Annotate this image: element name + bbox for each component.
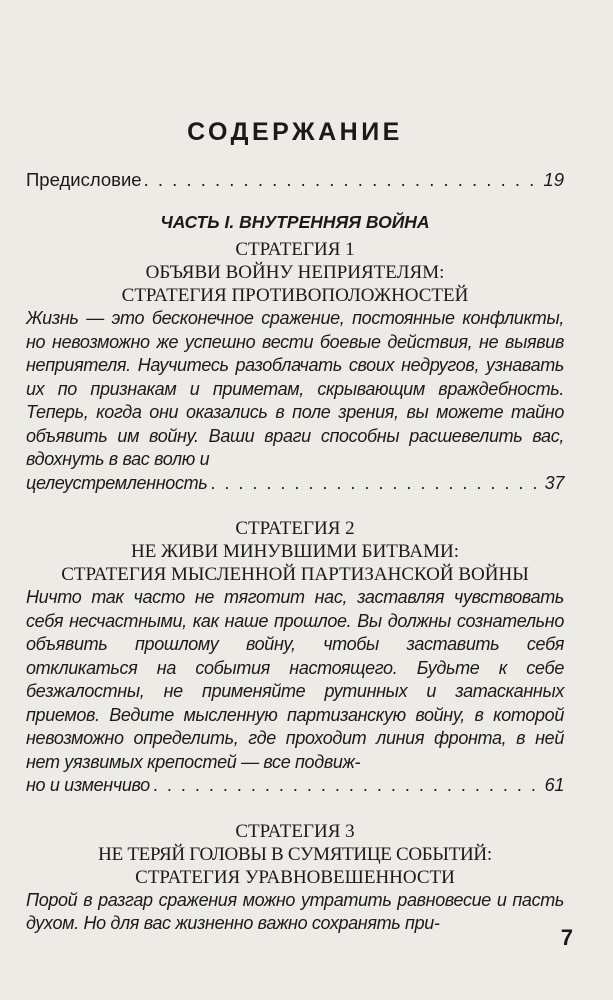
description-text: Жизнь — это бесконечное сражение, постоянные конфликты, но невозможно же успешно вести боевые действия, не выявив неприятеля. Научитесь разоблачать своих недругов, узнавать их по признакам и приметам, скрывающим враждебность. Теперь, когда они оказались в поле зрения, вы можете тайно объявить им войну. Ваши враги способны расшевелить вас, вдохнуть в вас волю и <box>26 308 564 469</box>
contents-page <box>26 118 564 936</box>
strategy-description: Порой в разгар сражения можно утратить равновесие и пасть духом. Но для вас жизненно важно сохранять при- <box>26 889 564 933</box>
strategy-heading: СТРАТЕГИЯ 1 <box>235 239 355 260</box>
strategy-block[interactable] <box>26 517 564 798</box>
strategy-description <box>26 307 564 495</box>
description-last-line <box>26 774 564 798</box>
toc-entry-label: Предисловие <box>26 169 142 190</box>
dot-leader <box>144 167 542 193</box>
strategy-heading: СТРАТЕГИЯ 3 <box>235 820 355 842</box>
strategy-name: СТРАТЕГИЯ МЫСЛЕННОЙ ПАРТИЗАНСКОЙ ВОЙНЫ <box>61 564 529 585</box>
description-end: но и изменчиво <box>26 775 150 795</box>
part-title: ЧАСТЬ I. ВНУТРЕННЯЯ ВОЙНА <box>160 212 430 232</box>
description-text: Ничто так часто не тяготит нас, заставляя чувствовать себя несчастными, как наше прошлое. Вы должны сознательно объявить прошлому войну, чтобы заставить себя откликаться на события настоящего. Будьте к себе безжалостны, не применяйте рутинных и затасканных приемов. Ведите мысленную партизанскую войну, в которой невозможно определить, где проходит линия фронта, в ней нет уязвимых крепостей — все подвиж- <box>26 587 564 772</box>
toc-entry-page: 19 <box>543 169 564 190</box>
strategy-name: СТРАТЕГИЯ УРАВНОВЕШЕННОСТИ <box>135 866 455 888</box>
strategy-page: 37 <box>544 472 564 493</box>
strategy-subtitle: ОБЪЯВИ ВОЙНУ НЕПРИЯТЕЛЯМ: <box>145 262 445 283</box>
page-number: 7 <box>560 925 573 950</box>
strategy-description <box>26 586 564 798</box>
dot-leader <box>210 472 541 496</box>
strategy-heading: СТРАТЕГИЯ 2 <box>235 518 355 539</box>
strategy-name: СТРАТЕГИЯ ПРОТИВОПОЛОЖНОСТЕЙ <box>121 285 469 306</box>
description-end: целеустремленность <box>26 472 208 493</box>
strategy-subtitle: НЕ ЖИВИ МИНУВШИМИ БИТВАМИ: <box>130 541 459 562</box>
dot-leader <box>153 774 542 798</box>
strategy-block[interactable] <box>26 820 564 936</box>
page-title: СОДЕРЖАНИЕ <box>187 118 403 146</box>
description-last-line <box>26 472 564 496</box>
strategy-block[interactable] <box>26 238 564 495</box>
strategy-subtitle: НЕ ТЕРЯЙ ГОЛОВЫ В СУМЯТИЦЕ СОБЫТИЙ: <box>98 843 492 865</box>
strategy-page: 61 <box>544 775 564 795</box>
toc-entry-preface[interactable] <box>26 167 564 193</box>
